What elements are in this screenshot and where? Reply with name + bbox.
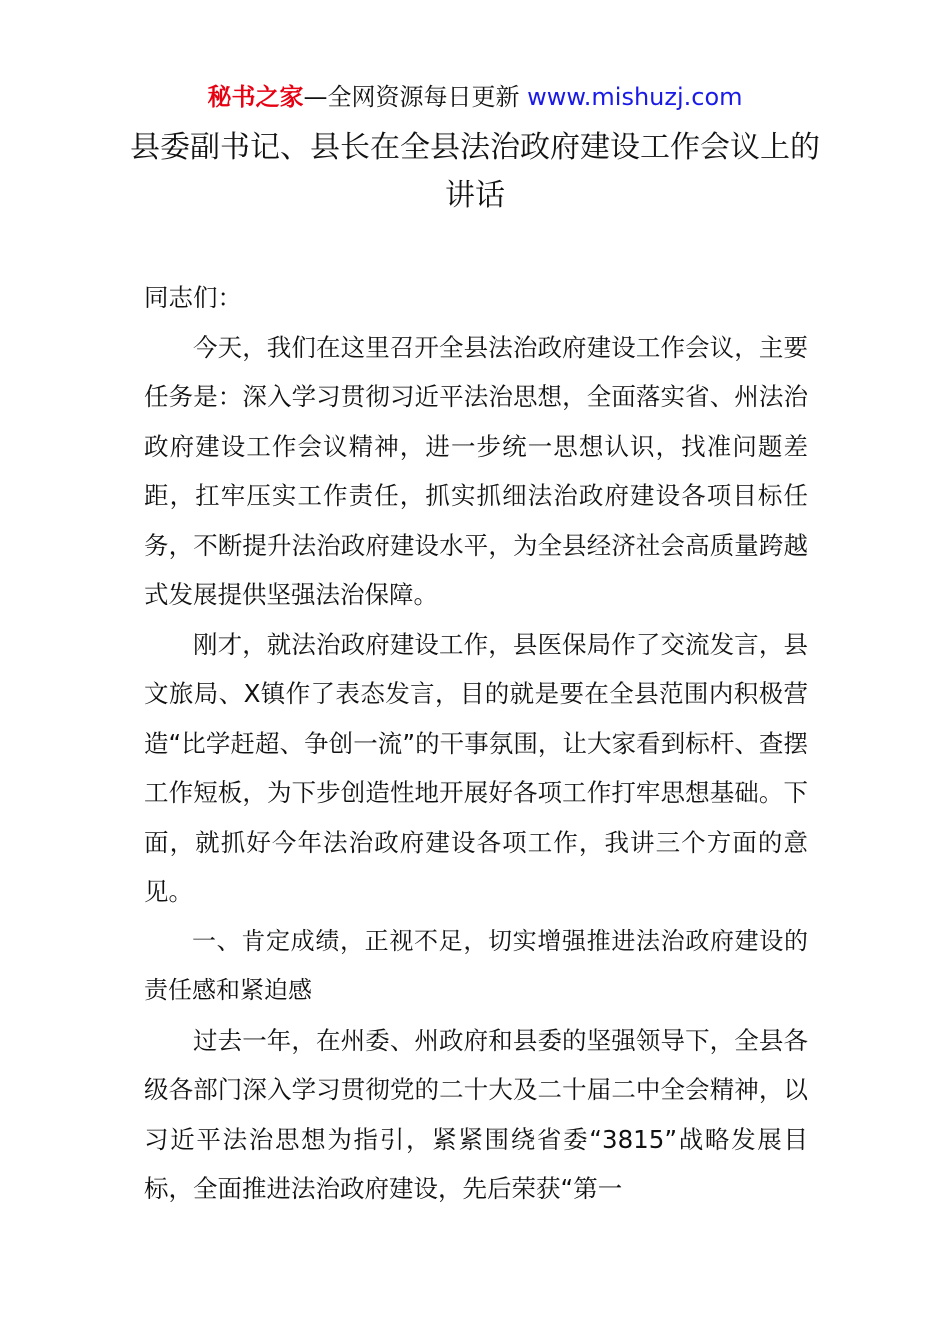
site-header bbox=[0, 80, 950, 114]
site-url: www.mishuzj.com bbox=[527, 83, 743, 111]
paragraph-review: 过去一年，在州委、州政府和县委的坚强领导下，全县各级各部门深入学习贯彻党的二十大及二十届二中全会精神，以习近平法治思想为指引，紧紧围绕省委“3815”战略发展目标，全面推进法治政府建设，先后荣获“第一 bbox=[144, 1025, 808, 1203]
section-heading: 一、肯定成绩，正视不足，切实增强推进法治政府建设的责任感和紧迫感 bbox=[144, 926, 808, 1004]
site-tagline: —全网资源每日更新 bbox=[303, 83, 528, 111]
document-title: 县委副书记、县长在全县法治政府建设工作会议上的讲话 bbox=[130, 130, 820, 213]
paragraph-remarks: 刚才，就法治政府建设工作，县医保局作了交流发言，县文旅局、X镇作了表态发言，目的就是要在全县范围内积极营造“比学赶超、争创一流”的干事氛围，让大家看到标杆、查摆工作短板，为下步创造性地开展好各项工作打牢思想基础。下面，就抓好今年法治政府建设各项工作，我讲三个方面的意见。 bbox=[144, 629, 808, 906]
document-body bbox=[144, 273, 808, 1214]
site-brand: 秘书之家 bbox=[207, 83, 304, 111]
salutation: 同志们： bbox=[144, 283, 242, 312]
paragraph-opening: 今天，我们在这里召开全县法治政府建设工作会议，主要任务是：深入学习贯彻习近平法治思想，全面落实省、州法治政府建设工作会议精神，进一步统一思想认识，找准问题差距，扛牢压实工作责任，抓实抓细法治政府建设各项目标任务，不断提升法治政府建设水平，为全县经济社会高质量跨越式发展提供坚强法治保障。 bbox=[144, 332, 808, 609]
